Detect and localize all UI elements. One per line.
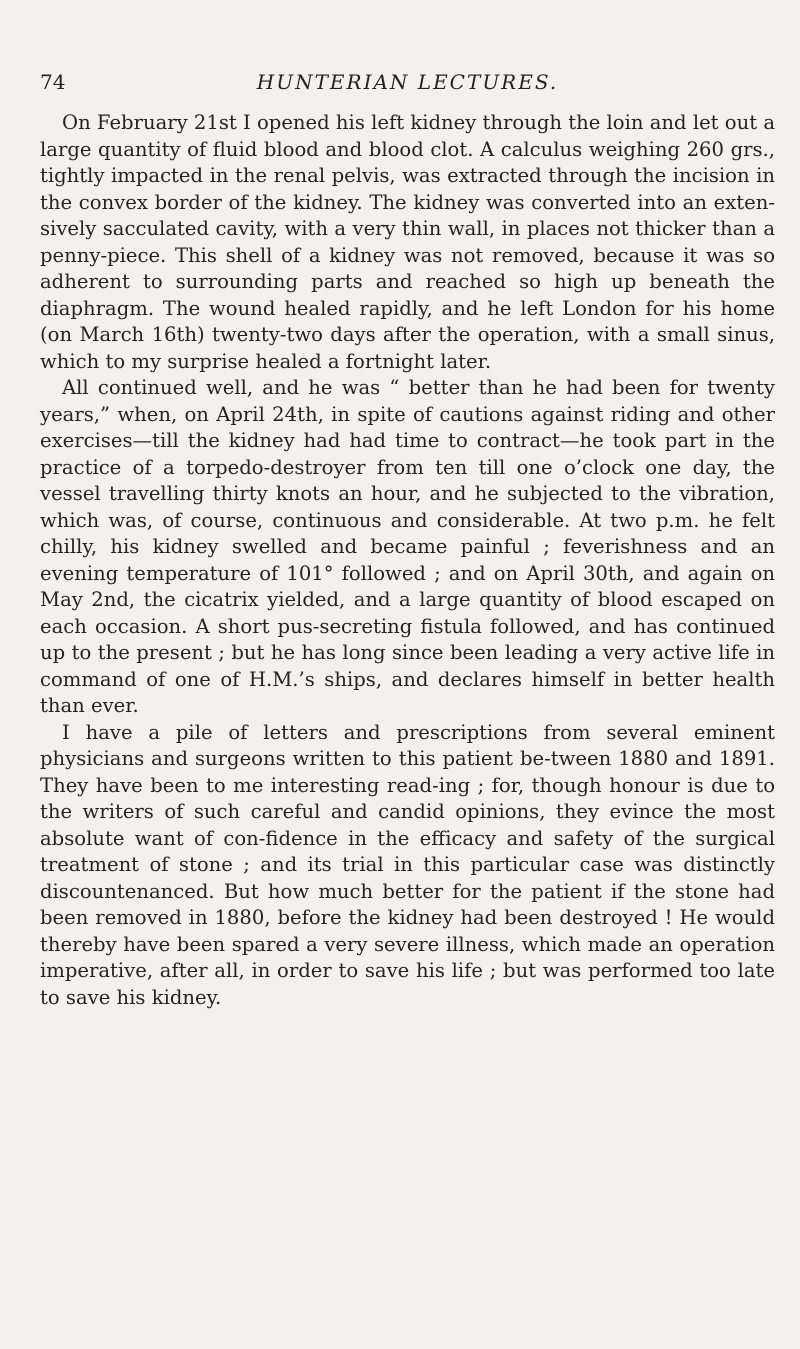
page-number: 74: [40, 70, 66, 94]
running-header: [40, 70, 775, 100]
paragraph-letters: I have a pile of letters and prescriptions from several eminent physicians and surgeons written to this patient be-tween 1880 and 1891. They have been to me interesting read-ing ; for, though honour is due to the writers of such careful and candid opinions, they evince the most absolute want of con-fidence in the efficacy and safety of the surgical treatment of stone ; and its trial in this particular case was distinctly discountenanced. But how much better for the patient if the stone had been removed in 1880, before the kidney had been destroyed ! He would thereby have been spared a very severe illness, which made an operation imperative, after all, in order to save his life ; but was performed too late to save his kidney.: [40, 720, 775, 1009]
paragraph-recovery: All continued well, and he was “ better than he had been for twenty years,” when, on April 24th, in spite of cautions against riding and other exercises—till the kidney had had time to contract—he took part in the practice of a torpedo-destroyer from ten till one o’clock one day, the vessel travelling thirty knots an hour, and he subjected to the vibration, which was, of course, continuous and considerable. At two p.m. he felt chilly, his kidney swelled and became painful ; feverishness and an evening temperature of 101° followed ; and on April 30th, and again on May 2nd, the cicatrix yielded, and a large quantity of blood escaped on each occasion. A short pus-secreting fistula followed, and has continued up to the present ; but he has long since been leading a very active life in command of one of H.M.’s ships, and declares himself in better health than ever.: [40, 376, 775, 717]
running-title: HUNTERIAN LECTURES.: [256, 70, 559, 94]
body-text: [40, 110, 775, 1011]
paragraph-operation: On February 21st I opened his left kidney through the loin and let out a large quantity of fluid blood and blood clot. A calculus weighing 260 grs., tightly impacted in the renal pelvis, was extracted through the incision in the convex border of the kidney. The kidney was converted into an exten-sively sacculated cavity, with a very thin wall, in places not thicker than a penny-piece. This shell of a kidney was not removed, because it was so adherent to surrounding parts and reached so high up beneath the diaphragm. The wound healed rapidly, and he left London for his home (on March 16th) twenty-two days after the operation, with a small sinus, which to my surprise healed a fortnight later.: [40, 111, 775, 373]
